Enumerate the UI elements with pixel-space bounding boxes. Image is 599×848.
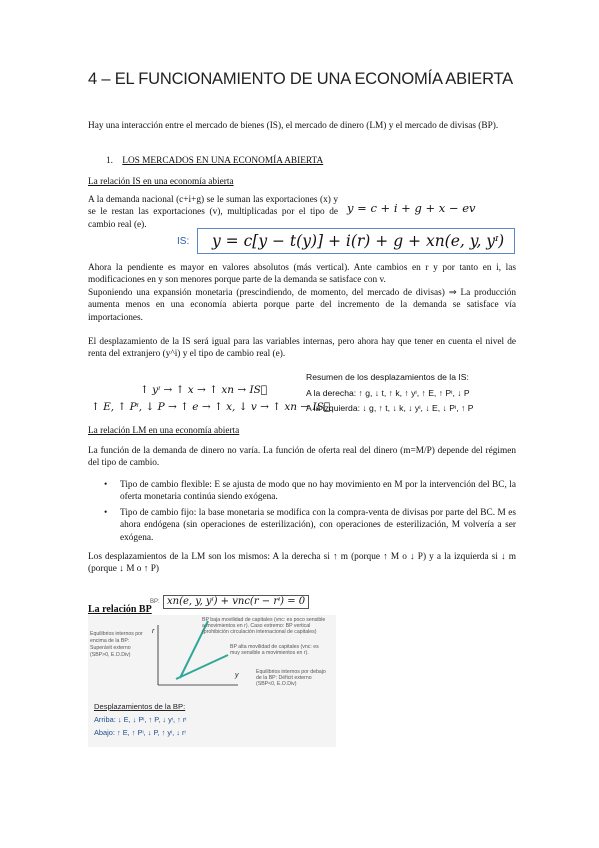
resumen-derecha: A la derecha: ↑ g, ↓ t, ↑ k, ↑ yᶦ, ↑ E, ↑ Pᶦ, ↓ P xyxy=(306,388,470,398)
y-axis-label: y xyxy=(235,672,239,679)
list-item: • Tipo de cambio fijo: la base monetaria se modifica con la compra-venta de divisas por parte del BC. M es ahora endógena (sin operaciones de esterilización), con operaciones de esterilización, M volvería a ser exógena. xyxy=(104,507,516,544)
lm-heading: La relación LM en una economía abierta xyxy=(88,426,240,436)
left-note-1: Equilibrios internos por xyxy=(90,631,143,637)
intro-paragraph: Hay una interacción entre el mercado de bienes (IS), el mercado de dinero (LM) y el mercado de divisas (BP). xyxy=(88,121,499,131)
below-note-3: (SBP<0, E.O.Div) xyxy=(256,681,297,687)
bp-low-note-2: a movimientos en r). Caso extremo: BP vertical xyxy=(202,623,311,629)
bp-heading: La relación BP xyxy=(88,604,152,615)
lm-paragraph: La función de la demanda de dinero no varía. La función de oferta real del dinero (m=M/P) depende del régimen del tipo de cambio. xyxy=(88,446,516,469)
is-box-label: IS: xyxy=(177,236,190,247)
bp-low-note-3: (prohibición circulación internacional de capitales) xyxy=(202,629,317,635)
lm-desplazamientos-paragraph: Los desplazamientos de la LM son los mismos: A la derecha si ↑ m (porque ↑ M o ↓ P) y a la izquierda si ↓ m (porque ↓ M o ↑ P) xyxy=(88,552,516,575)
left-note-3: Superávit externo xyxy=(90,645,131,651)
bp-low-note-1: BP baja movilidad de capitales (vnc: es poco sensible xyxy=(202,617,326,623)
bp-equation: xn(e, y, yᶦ) + vnc(r − rᶦ) = 0 xyxy=(163,595,309,609)
below-note-2: de la BP: Déficit externo xyxy=(256,675,312,681)
resumen-title: Resumen de los desplazamientos de la IS: xyxy=(306,372,469,382)
bp-high-mobility-line xyxy=(176,655,228,679)
resumen-izquierda: A la izquierda: ↓ g, ↑ t, ↓ k, ↓ yᶦ, ↓ E, ↓ Pᶦ, ↑ P xyxy=(306,403,474,413)
bp-high-note-1: BP alta movilidad de capitales (vnc: es xyxy=(230,644,319,650)
section-title: LOS MERCADOS EN UNA ECONOMÍA ABIERTA xyxy=(122,156,324,166)
expansion-paragraph: Suponiendo una expansión monetaria (prescindiendo, de momento, del mercado de divisas) ⇒ La producción aumenta menos en una economía abierta porque parte del incremento de la demanda se satisface vía importaciones. xyxy=(88,288,516,323)
chain-equation-1: ↑ yᶦ → ↑ x → ↑ xn → IS⃗ xyxy=(140,384,268,396)
lm-bullet-list xyxy=(104,479,516,547)
pendiente-paragraph: Ahora la pendiente es mayor en valores absolutos (más vertical). Ante cambios en r y por tanto en i, las modificaciones en y son menores porque parte de la demanda se satisface con v. xyxy=(88,263,516,286)
is-heading: La relación IS en una economía abierta xyxy=(88,177,234,187)
list-item: • Tipo de cambio flexible: E se ajusta de modo que no hay movimiento en M por la intervención del BC, la oferta monetaria continúa siendo exógena. xyxy=(104,479,516,504)
section-number: 1. xyxy=(106,156,113,166)
below-note-1: Equilibrios internos por debajo xyxy=(256,669,326,675)
chain-equation-2: ↑ E, ↑ Pᶦ, ↓ P → ↑ e → ↑ x, ↓ v → ↑ xn → IS⃗ xyxy=(91,401,331,413)
is-equation-box: y = c[y − t(y)] + i(r) + g + xn(e, y, yᶦ) xyxy=(197,228,515,254)
section-heading xyxy=(106,155,534,167)
bp-abajo: Abajo: ↑ E, ↑ Pᶦ, ↓ P, ↑ yᶦ, ↓ rᶦ xyxy=(94,728,186,737)
bp-desplazamientos-title: Desplazamientos de la BP: xyxy=(94,702,186,711)
is-inline-equation: y = c + i + g + x − ev xyxy=(347,201,476,215)
left-note-2: encima de la BP: xyxy=(90,638,130,644)
is-paragraph: A la demanda nacional (c+i+g) se le suman las exportaciones (x) y se le restan las exportaciones (v), multiplicadas por el tipo de cambio real (e). xyxy=(88,195,338,230)
r-axis-label: r xyxy=(152,628,155,635)
bp-arriba: Arriba: ↓ E, ↓ Pᶦ, ↑ P, ↓ yᶦ, ↑ rᶦ xyxy=(94,715,187,724)
left-note-4: (SBP>0, E.O.Div) xyxy=(90,652,131,658)
bp-eq-label: BP: xyxy=(150,599,160,605)
page-title: 4 – EL FUNCIONAMIENTO DE UNA ECONOMÍA ABIERTA xyxy=(88,70,513,88)
desplazamiento-paragraph: El desplazamiento de la IS será igual para las variables internas, pero ahora hay que tener en cuenta el nivel de renta del extranjero (y^i) y el tipo de cambio real (e). xyxy=(88,337,516,360)
bp-high-note-2: muy sensible a movimientos en r). xyxy=(230,650,309,656)
